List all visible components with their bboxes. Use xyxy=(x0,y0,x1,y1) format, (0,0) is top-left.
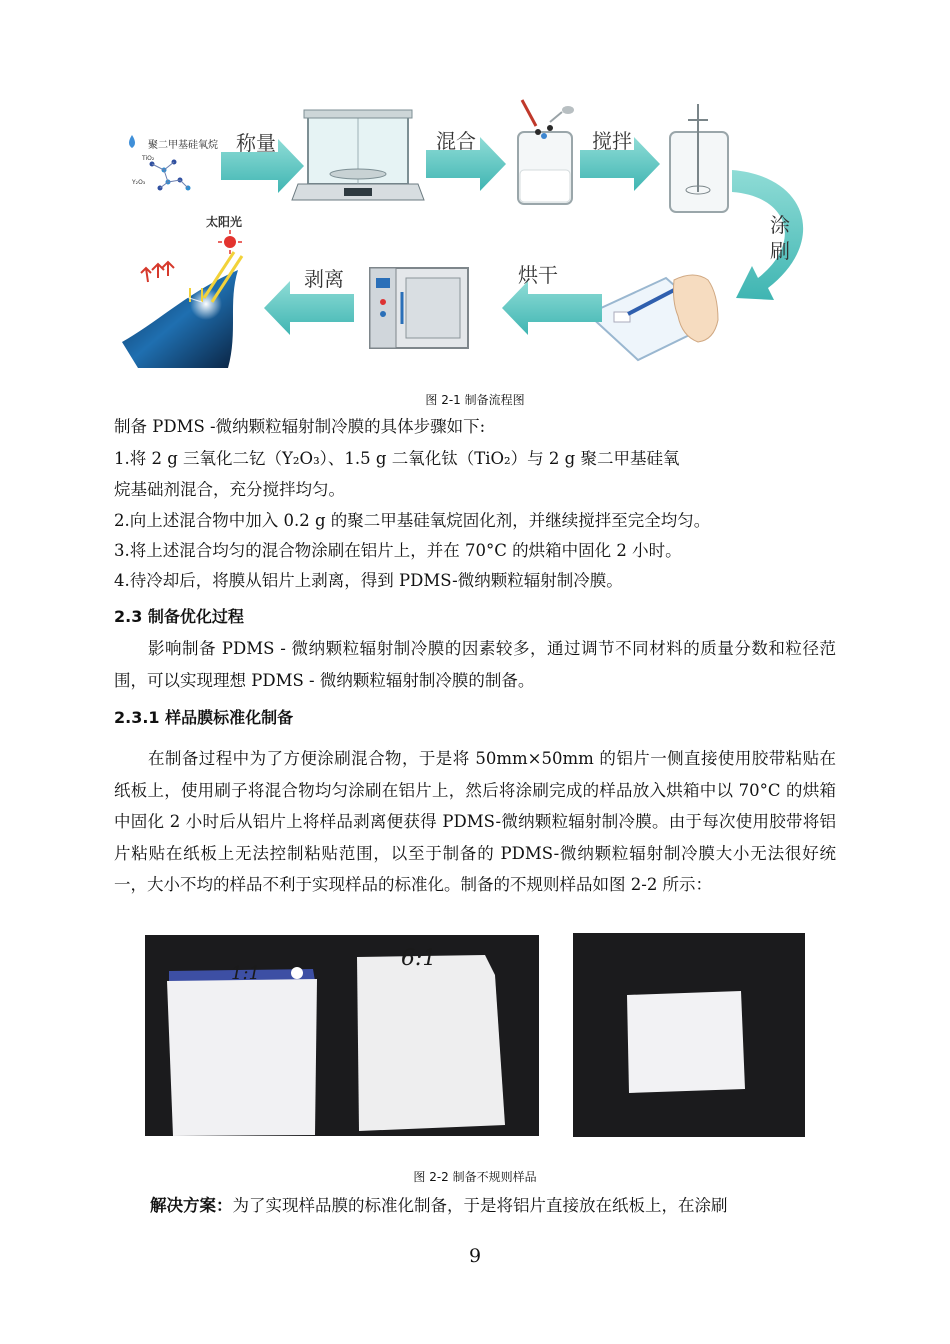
oven-icon xyxy=(370,268,468,348)
figure-2-1-flowchart xyxy=(118,92,838,372)
tio2-label: TiO₂ xyxy=(142,155,155,162)
stir-label: 搅拌 xyxy=(592,129,632,153)
y2o3-label: Y₂O₃ xyxy=(132,179,146,186)
arrow-dry xyxy=(502,281,602,335)
step-2: 2.向上述混合物中加入 0.2 g 的聚二甲基硅氧烷固化剂，并继续搅拌至完全均匀。 xyxy=(114,511,711,530)
sample-mark-1: 1:1 xyxy=(231,963,260,984)
sample-mark-2: 6:1 xyxy=(401,946,437,971)
dry-label: 烘干 xyxy=(518,263,558,287)
balance-icon xyxy=(292,110,424,200)
section-2-3-heading: 2.3 制备优化过程 xyxy=(114,607,244,626)
page-number: 9 xyxy=(468,1245,482,1267)
sunlight-label: 太阳光 xyxy=(206,215,243,229)
figure-2-2-caption: 图 2-2 制备不规则样品 xyxy=(413,1170,537,1184)
step-1-line-2: 烷基础剂混合，充分搅拌均匀。 xyxy=(114,480,345,499)
step-3: 3.将上述混合均匀的混合物涂刷在铝片上，并在 70°C 的烘箱中固化 2 小时。 xyxy=(114,541,682,560)
sample-photo-left xyxy=(145,935,539,1136)
solution-paragraph xyxy=(150,1195,728,1217)
sample-photo-right-graphic xyxy=(573,933,805,1137)
arrow-brush xyxy=(732,170,803,300)
weigh-label: 称量 xyxy=(236,131,276,155)
section-2-3-text: 影响制备 PDMS - 微纳颗粒辐射制冷膜的因素较多，通过调节不同材料的质量分数和粒径范围，可以实现理想 PDMS - 微纳颗粒辐射制冷膜的制备。 xyxy=(114,639,836,690)
solution-label: 解决方案： xyxy=(150,1196,233,1215)
section-2-3-1-text: 在制备过程中为了方便涂刷混合物，于是将 50mm×50mm 的铝片一侧直接使用胶带粘贴在纸板上，使用刷子将混合物均匀涂刷在铝片上，然后将涂刷完成的样品放入烘箱中以 70°C 的烘箱中固化 2 小时后从铝片上将样品剥离便获得 PDMS-微纳颗粒辐射制冷膜。由于每次使用胶带将铝片粘贴在纸板上无法控制粘贴范围，以至于制备的 PDMS-微纳颗粒辐射制冷膜大小无法很好统一，大小不均的样品不利于实现样品的标准化。制备的不规则样品如图 2-2 所示： xyxy=(114,749,836,894)
beaker-mix-icon xyxy=(518,100,574,204)
step-1-line-1: 1.将 2 g 三氧化二钇（Y₂O₃）、1.5 g 二氧化钛（TiO₂）与 2 g 聚二甲基硅氧 xyxy=(114,449,680,468)
solution-text: 为了实现样品膜的标准化制备，于是将铝片直接放在纸板上，在涂刷 xyxy=(232,1196,728,1215)
section-2-3-1-heading: 2.3.1 样品膜标准化制备 xyxy=(114,708,294,727)
peel-label: 剥离 xyxy=(304,267,344,291)
brush-label-1: 涂 xyxy=(770,213,790,237)
procedure-intro: 制备 PDMS -微纳颗粒辐射制冷膜的具体步骤如下: xyxy=(114,417,486,436)
mix-label: 混合 xyxy=(436,129,476,153)
sample-photo-right xyxy=(573,933,805,1137)
step-4: 4.待冷却后，将膜从铝片上剥离，得到 PDMS-微纳颗粒辐射制冷膜。 xyxy=(114,571,623,590)
material-label: 聚二甲基硅氧烷 xyxy=(148,140,218,151)
beaker-stir-icon xyxy=(670,104,728,212)
brush-label-2: 刷 xyxy=(770,239,790,263)
figure-2-1-caption: 图 2-1 制备流程图 xyxy=(425,393,525,407)
sample-photo-left-graphic xyxy=(145,935,539,1136)
radiative-panel-icon xyxy=(122,230,242,368)
brushing-icon xyxy=(588,275,718,360)
